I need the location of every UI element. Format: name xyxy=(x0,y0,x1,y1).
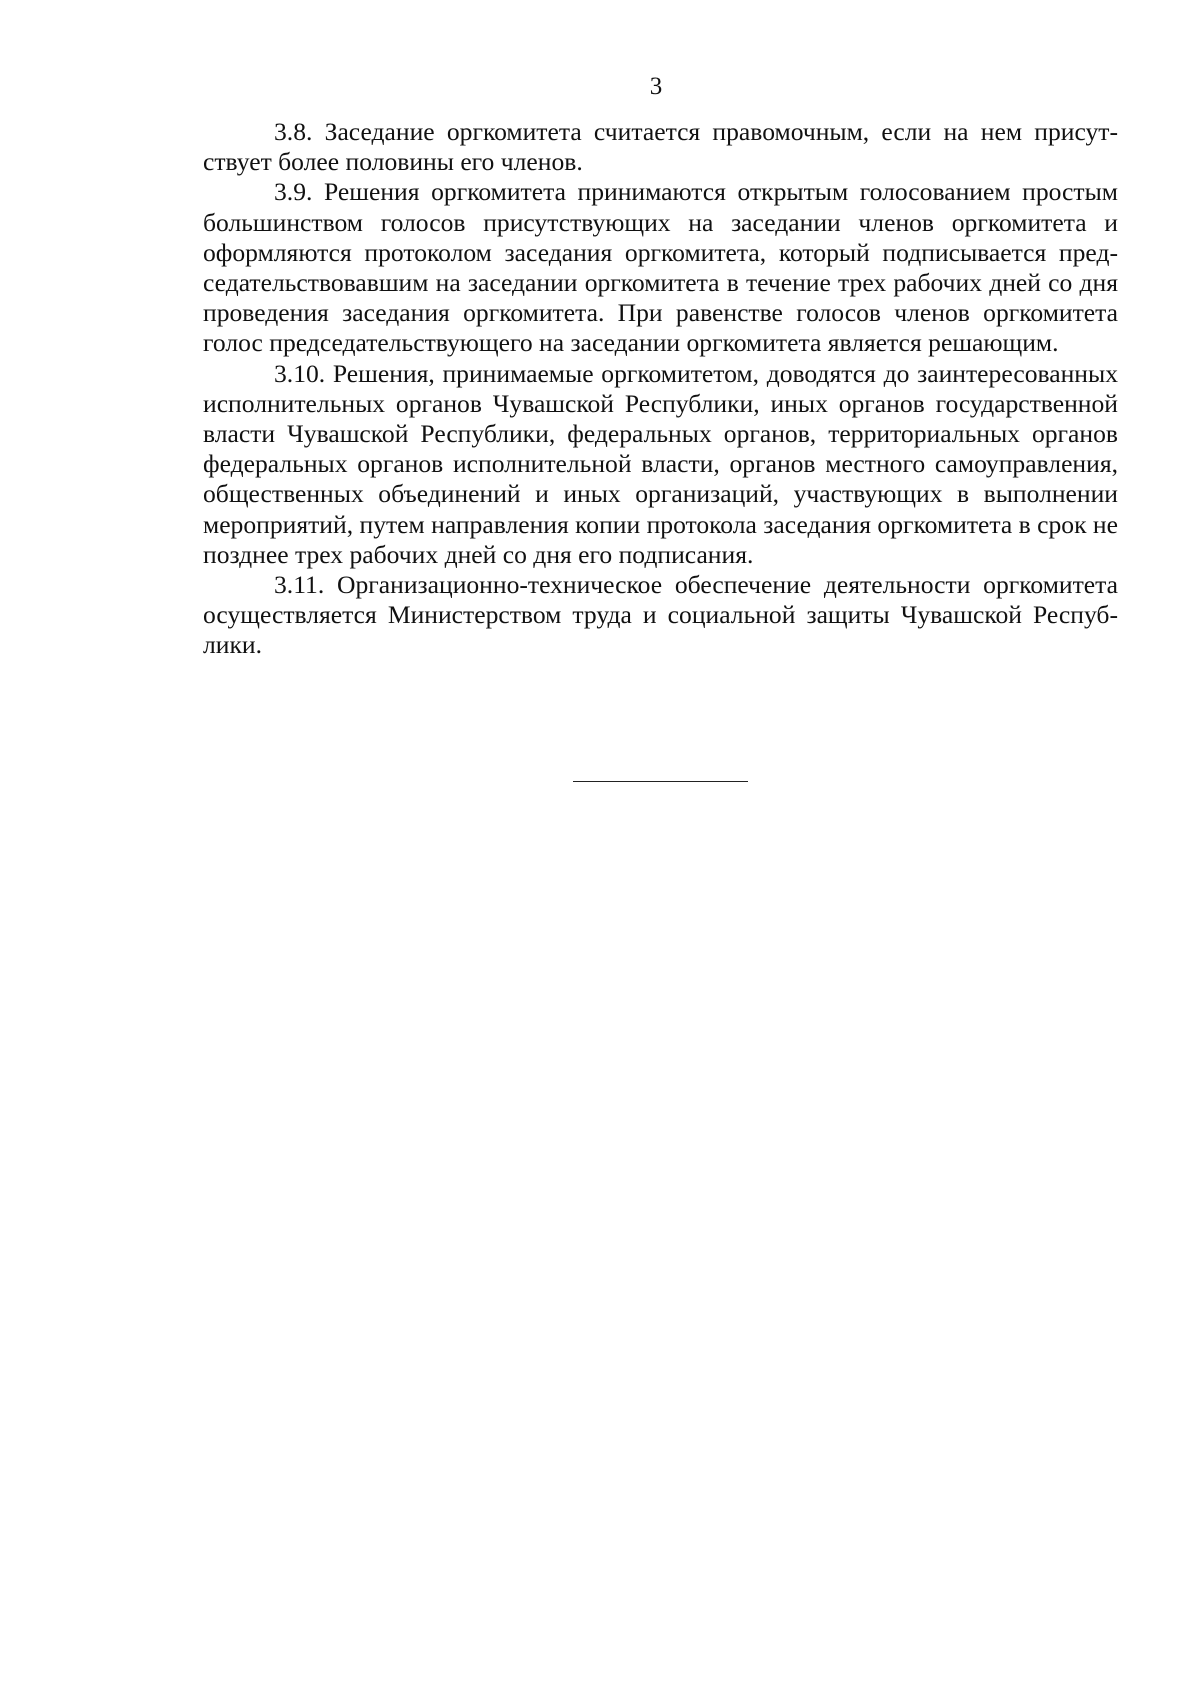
end-separator-line xyxy=(573,781,748,782)
paragraph-3-10: 3.10. Решения, принимаемые оргкомитетом, доводятся до заинтересованных исполнительных органов Чувашской Республики, иных органов государственной власти Чувашской Республики, федеральных органов, территориальных органов федеральных органов исполнительной власти, органов местного самоуправления, общественных объединений и иных организаций, участвующих в выполнении мероприятий, путем направления копии протокола заседания оргкомитета в срок не позднее трех рабочих дней со дня его подписания. xyxy=(203,358,1118,569)
document-body xyxy=(203,117,1118,661)
paragraph-3-11: 3.11. Организационно-техническое обеспечение деятельности оргкомитета осуществляется Министерством труда и социальной защиты Чувашской Республики. xyxy=(203,570,1118,660)
paragraph-3-9: 3.9. Решения оргкомитета принимаются открытым голосованием простым большинством голосов присутствующих на заседании членов оргкомитета и оформляются протоколом заседания оргкомитета, который подписывается председательствовавшим на заседании оргкомитета в течение трех рабочих дней со дня проведения заседания оргкомитета. При равенстве голосов членов оргкомитета голос председательствующего на заседании оргкомитета является решающим. xyxy=(203,177,1118,358)
page-number: 3 xyxy=(649,73,663,100)
paragraph-3-8: 3.8. Заседание оргкомитета считается правомочным, если на нем присутствует более половины его членов. xyxy=(203,117,1118,177)
